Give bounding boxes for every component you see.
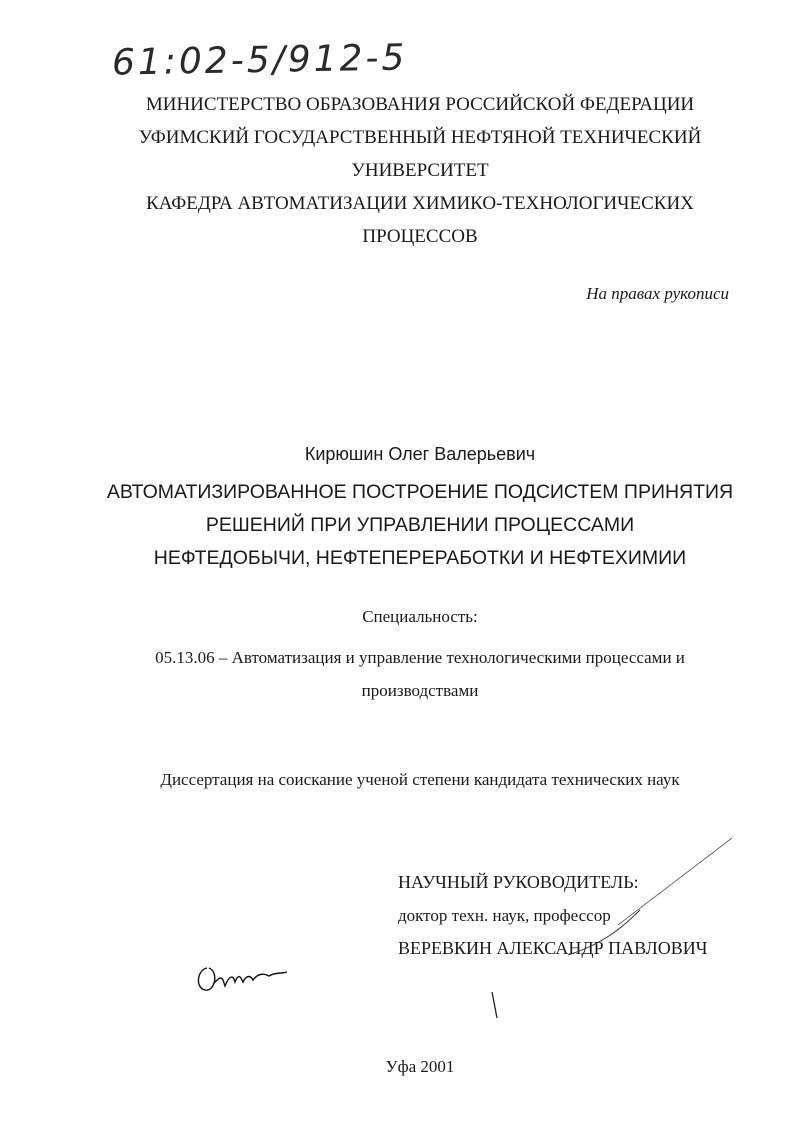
author-name: Кирюшин Олег Валерьевич (304, 444, 536, 464)
manuscript-note: На правах рукописи (586, 284, 729, 303)
advisor-block (398, 866, 707, 965)
university-line-1: УФИМСКИЙ ГОСУДАРСТВЕННЫЙ НЕФТЯНОЙ ТЕХНИЧЕСКИЙ (138, 127, 702, 148)
dissertation-title (0, 476, 793, 575)
specialty-line-2: производствами (361, 681, 479, 700)
city-year: Уфа 2001 (385, 1057, 455, 1076)
specialty-label: Специальность: (362, 607, 478, 626)
title-line-3: НЕФТЕДОБЫЧИ, НЕФТЕПЕРЕРАБОТКИ И НЕФТЕХИМИИ (153, 547, 687, 569)
archive-code: 61:02-5/912-5 (111, 37, 408, 84)
department-line-1: КАФЕДРА АВТОМАТИЗАЦИИ ХИМИКО-ТЕХНОЛОГИЧЕСКИХ (146, 193, 694, 214)
ministry-line: МИНИСТЕРСТВО ОБРАЗОВАНИЯ РОССИЙСКОЙ ФЕДЕРАЦИИ (145, 94, 695, 115)
specialty-line-1: 05.13.06 – Автоматизация и управление технологическими процессами и (155, 648, 685, 667)
institution-header (0, 88, 793, 253)
department-line-2: ПРОЦЕССОВ (362, 226, 478, 247)
advisor-degree: доктор техн. наук, профессор (398, 906, 611, 925)
advisor-heading: НАУЧНЫЙ РУКОВОДИТЕЛЬ: (398, 872, 639, 892)
specialty-text (0, 641, 793, 707)
university-line-2: УНИВЕРСИТЕТ (351, 160, 489, 181)
dissertation-degree: Диссертация на соискание ученой степени кандидата технических наук (160, 770, 680, 789)
advisor-name: ВЕРЕВКИН АЛЕКСАНДР ПАВЛОВИЧ (398, 938, 708, 958)
title-line-2: РЕШЕНИЙ ПРИ УПРАВЛЕНИИ ПРОЦЕССАМИ (205, 514, 635, 536)
title-line-1: АВТОМАТИЗИРОВАННОЕ ПОСТРОЕНИЕ ПОДСИСТЕМ ПРИНЯТИЯ (106, 481, 734, 503)
author-signature (195, 958, 295, 998)
